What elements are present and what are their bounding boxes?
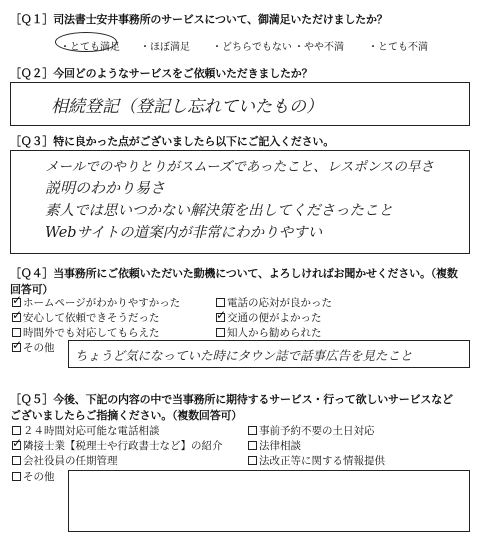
q5-item-legal-consult[interactable]: 法律相談 [248, 439, 301, 453]
q4-item-trust[interactable]: ✓安心して依頼できそうだった [12, 311, 160, 325]
checkbox-icon[interactable] [216, 328, 225, 337]
q5-item-officer-term[interactable]: 会社役員の任期管理 [12, 454, 118, 468]
q5-item-other[interactable]: その他 [12, 470, 55, 484]
checkbox-icon-checked[interactable] [12, 343, 21, 352]
q4-item-access[interactable]: ✓ 交通の便がよかった [216, 311, 322, 325]
q3-heading: ［Ｑ３］特に良かった点がございましたら以下にご記入ください。 [10, 135, 334, 148]
q3-answer-box[interactable] [10, 150, 470, 254]
q3-answer-line-1: メールでのやりとりがスムーズであったこと、レスポンスの早さ [45, 159, 434, 175]
checkbox-icon-checked[interactable] [216, 313, 225, 322]
q5-other-answer-box[interactable] [68, 470, 470, 532]
q5-item-24h-phone[interactable]: ２４時間対応可能な電話相談 [12, 424, 160, 438]
q3-answer-line-2: 説明のわかり易さ [45, 179, 166, 197]
q1-option-neutral[interactable]: ・どちらでもない [212, 42, 292, 53]
q4-item-phone[interactable]: 電話の応対が良かった [216, 296, 332, 310]
q4-other-answer-text: ちょうど気になっていた時にタウン誌で話事広告を見たこと [75, 348, 413, 363]
q3-answer-line-4: Webサイトの道案内が非常にわかりやすい [45, 225, 323, 241]
q4-heading-line-1: ［Ｑ４］当事務所にご依頼いただいた動機について、よろしければお聞かせください。（複数 [10, 267, 458, 280]
checkbox-icon[interactable] [12, 472, 21, 481]
q4-item-after-hours[interactable]: 時間外でも対応してもらえた [12, 326, 160, 340]
checkbox-icon[interactable] [12, 456, 21, 465]
checkbox-icon[interactable] [248, 456, 257, 465]
checkbox-icon[interactable] [12, 328, 21, 337]
q1-option-slightly-unsatisfied[interactable]: ・やや不満 [294, 42, 344, 53]
q5-item-weekend[interactable]: 事前予約不要の土日対応 [248, 424, 375, 438]
q5-heading-line-1: ［Ｑ５］今後、下記の内容の中で当事務所に期待するサービス・行って欲しいサービスなど [10, 393, 453, 406]
q4-item-other[interactable]: ✓その他 [12, 341, 55, 355]
q4-item-homepage[interactable]: ✓ホームページがわかりやすかった [12, 296, 180, 310]
checkbox-icon-checked[interactable] [12, 298, 21, 307]
q4-item-referral[interactable]: 知人から勧められた [216, 326, 322, 340]
checkbox-icon[interactable] [248, 441, 257, 450]
q3-answer-line-3: 素人では思いつかない解決策を出してくださったこと [45, 203, 393, 219]
q2-answer-box[interactable] [10, 82, 470, 126]
q1-option-very-satisfied[interactable]: ・とても満足 [60, 42, 120, 53]
q1-option-very-unsatisfied[interactable]: ・とても不満 [368, 42, 428, 53]
q1-heading: ［Ｑ１］司法書士安井事務所のサービスについて、御満足いただけましたか？ [10, 13, 388, 26]
q2-answer-text: 相続登記（登記し忘れていたもの） [51, 97, 323, 117]
q5-item-law-updates[interactable]: 法改正等に関する情報提供 [248, 454, 385, 468]
checkbox-icon-checked[interactable] [12, 441, 21, 450]
q5-heading-line-2: ございましたらご指摘ください。（複数回答可） [10, 409, 243, 422]
checkbox-icon[interactable] [248, 426, 257, 435]
q2-heading: ［Ｑ２］今回どのようなサービスをご依頼いただきましたか？ [10, 67, 313, 80]
q1-option-mostly-satisfied[interactable]: ・ほぼ満足 [140, 42, 190, 53]
q4-heading-line-2: 回答可） [10, 283, 54, 296]
checkbox-icon-checked[interactable] [12, 313, 21, 322]
q5-item-referral-partners[interactable]: ✓隣接士業【税理士や行政書士など】の紹介 [12, 439, 223, 453]
checkbox-icon[interactable] [216, 298, 225, 307]
checkbox-icon[interactable] [12, 426, 21, 435]
q4-other-answer-box[interactable] [68, 340, 470, 368]
